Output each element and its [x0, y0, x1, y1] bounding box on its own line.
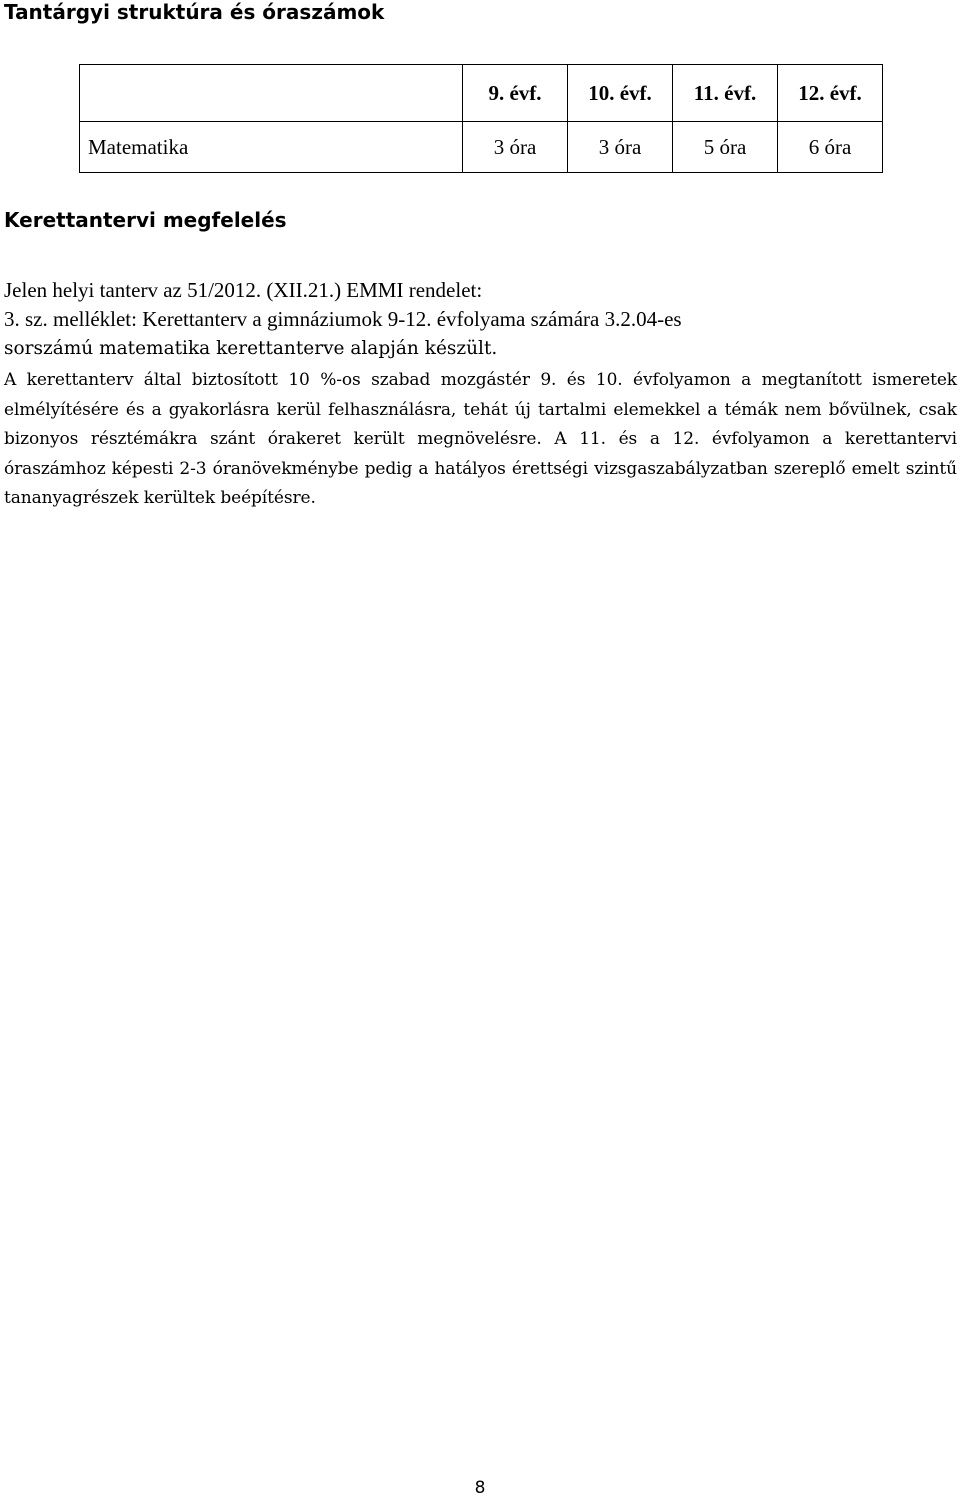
subject-cell: Matematika	[80, 122, 463, 173]
annex-line: sorszámú matematika kerettanterve alapján készült.	[4, 338, 498, 359]
table-header-cell: 12. évf.	[778, 65, 883, 122]
hours-cell: 3 óra	[568, 122, 673, 173]
body-paragraph: A kerettanterv által biztosított 10 %-os szabad mozgástér 9. és 10. évfolyamon a megtanított ismeretek elmélyítésére és a gyakorlásra kerül felhasználásra, tehát új tartalmi elemekkel a témák nem bővülnek, csak bizonyos résztémákra szánt órakeret került megnövelésre. A 11. és a 12. évfolyamon a kerettantervi óraszámhoz képesti 2-3 óranövekménybe pedig a hatályos érettségi vizsgaszabályzatban szereplő emelt szintű tananyagrészek kerültek beépítésre.	[4, 370, 957, 508]
table-header-cell: 11. évf.	[673, 65, 778, 122]
page-title: Tantárgyi struktúra és óraszámok	[4, 0, 385, 24]
table-row	[80, 122, 883, 173]
hours-cell: 3 óra	[463, 122, 568, 173]
hours-cell: 5 óra	[673, 122, 778, 173]
table-header-cell: 9. évf.	[463, 65, 568, 122]
table-header-cell: 10. évf.	[568, 65, 673, 122]
section-heading: Kerettantervi megfelelés	[4, 208, 287, 232]
decree-line: Jelen helyi tanterv az 51/2012. (XII.21.) EMMI rendelet:	[4, 278, 483, 302]
table-header-row	[80, 65, 883, 122]
hours-cell: 6 óra	[778, 122, 883, 173]
annex-line: 3. sz. melléklet: Kerettanterv a gimnáziumok 9-12. évfolyama számára 3.2.04-es	[4, 307, 682, 331]
page-number: 8	[474, 1478, 486, 1498]
annex-text	[4, 305, 956, 363]
hours-table	[79, 64, 883, 173]
table-header-cell	[80, 65, 463, 122]
